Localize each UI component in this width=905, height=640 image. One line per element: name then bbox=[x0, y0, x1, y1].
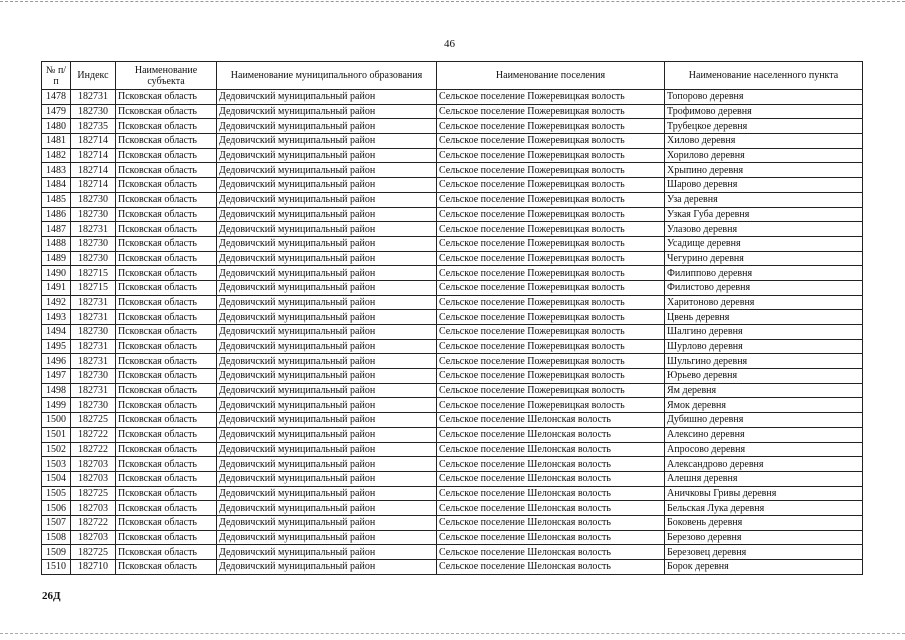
postal-index-cell: 182714 bbox=[71, 148, 116, 163]
subject-cell: Псковская область bbox=[116, 266, 217, 281]
municipality-cell: Дедовичский муниципальный район bbox=[217, 295, 437, 310]
municipality-cell: Дедовичский муниципальный район bbox=[217, 339, 437, 354]
locality-cell: Харитоново деревня bbox=[665, 295, 863, 310]
locality-cell: Филистово деревня bbox=[665, 280, 863, 295]
table-row bbox=[42, 310, 863, 325]
postal-index-cell: 182722 bbox=[71, 427, 116, 442]
subject-cell: Псковская область bbox=[116, 560, 217, 575]
table-row bbox=[42, 280, 863, 295]
settlement-cell: Сельское поселение Пожеревицкая волость bbox=[437, 339, 665, 354]
row-number-cell: 1497 bbox=[42, 369, 71, 384]
postal-index-cell: 182725 bbox=[71, 413, 116, 428]
municipality-cell: Дедовичский муниципальный район bbox=[217, 134, 437, 149]
row-number-cell: 1500 bbox=[42, 413, 71, 428]
subject-cell: Псковская область bbox=[116, 383, 217, 398]
postal-index-cell: 182715 bbox=[71, 266, 116, 281]
row-number-cell: 1510 bbox=[42, 560, 71, 575]
header-municipality-name: Наименование муниципального образования bbox=[217, 62, 437, 90]
table-row bbox=[42, 295, 863, 310]
subject-cell: Псковская область bbox=[116, 427, 217, 442]
row-number-cell: 1504 bbox=[42, 471, 71, 486]
settlement-cell: Сельское поселение Шелонская волость bbox=[437, 457, 665, 472]
municipality-cell: Дедовичский муниципальный район bbox=[217, 427, 437, 442]
municipality-cell: Дедовичский муниципальный район bbox=[217, 222, 437, 237]
subject-cell: Псковская область bbox=[116, 148, 217, 163]
municipality-cell: Дедовичский муниципальный район bbox=[217, 413, 437, 428]
locality-cell: Бельская Лука деревня bbox=[665, 501, 863, 516]
row-number-cell: 1489 bbox=[42, 251, 71, 266]
settlement-cell: Сельское поселение Шелонская волость bbox=[437, 515, 665, 530]
table-row bbox=[42, 104, 863, 119]
table-row bbox=[42, 486, 863, 501]
subject-cell: Псковская область bbox=[116, 501, 217, 516]
subject-cell: Псковская область bbox=[116, 192, 217, 207]
table-header bbox=[42, 62, 863, 90]
header-subject-name: Наименование субъекта bbox=[116, 62, 217, 90]
settlement-cell: Сельское поселение Пожеревицкая волость bbox=[437, 398, 665, 413]
locality-cell: Шалгино деревня bbox=[665, 325, 863, 340]
locality-cell: Трубецкое деревня bbox=[665, 119, 863, 134]
locality-cell: Алешня деревня bbox=[665, 471, 863, 486]
table-row bbox=[42, 251, 863, 266]
row-number-cell: 1507 bbox=[42, 515, 71, 530]
settlement-cell: Сельское поселение Пожеревицкая волость bbox=[437, 163, 665, 178]
subject-cell: Псковская область bbox=[116, 398, 217, 413]
table-row bbox=[42, 545, 863, 560]
table-row bbox=[42, 325, 863, 340]
locality-cell: Трофимово деревня bbox=[665, 104, 863, 119]
postal-index-cell: 182730 bbox=[71, 251, 116, 266]
subject-cell: Псковская область bbox=[116, 295, 217, 310]
row-number-cell: 1483 bbox=[42, 163, 71, 178]
municipality-cell: Дедовичский муниципальный район bbox=[217, 398, 437, 413]
subject-cell: Псковская область bbox=[116, 442, 217, 457]
row-number-cell: 1490 bbox=[42, 266, 71, 281]
row-number-cell: 1480 bbox=[42, 119, 71, 134]
row-number-cell: 1494 bbox=[42, 325, 71, 340]
subject-cell: Псковская область bbox=[116, 457, 217, 472]
postal-index-cell: 182731 bbox=[71, 90, 116, 105]
table-row bbox=[42, 222, 863, 237]
settlement-cell: Сельское поселение Шелонская волость bbox=[437, 530, 665, 545]
row-number-cell: 1495 bbox=[42, 339, 71, 354]
row-number-cell: 1499 bbox=[42, 398, 71, 413]
table-row bbox=[42, 442, 863, 457]
locality-cell: Филиппово деревня bbox=[665, 266, 863, 281]
municipality-cell: Дедовичский муниципальный район bbox=[217, 104, 437, 119]
page-number bbox=[0, 38, 905, 50]
municipality-cell: Дедовичский муниципальный район bbox=[217, 251, 437, 266]
table-row bbox=[42, 148, 863, 163]
locality-cell: Шарово деревня bbox=[665, 178, 863, 193]
locality-cell: Аничковы Гривы деревня bbox=[665, 486, 863, 501]
municipality-cell: Дедовичский муниципальный район bbox=[217, 178, 437, 193]
settlement-cell: Сельское поселение Пожеревицкая волость bbox=[437, 90, 665, 105]
settlement-cell: Сельское поселение Пожеревицкая волость bbox=[437, 266, 665, 281]
settlement-cell: Сельское поселение Шелонская волость bbox=[437, 427, 665, 442]
municipality-cell: Дедовичский муниципальный район bbox=[217, 325, 437, 340]
settlement-cell: Сельское поселение Пожеревицкая волость bbox=[437, 148, 665, 163]
settlement-cell: Сельское поселение Пожеревицкая волость bbox=[437, 280, 665, 295]
row-number-cell: 1486 bbox=[42, 207, 71, 222]
header-locality-name: Наименование населенного пункта bbox=[665, 62, 863, 90]
postal-index-cell: 182731 bbox=[71, 222, 116, 237]
subject-cell: Псковская область bbox=[116, 119, 217, 134]
settlement-cell: Сельское поселение Пожеревицкая волость bbox=[437, 178, 665, 193]
municipality-cell: Дедовичский муниципальный район bbox=[217, 280, 437, 295]
settlement-cell: Сельское поселение Шелонская волость bbox=[437, 413, 665, 428]
settlement-cell: Сельское поселение Шелонская волость bbox=[437, 486, 665, 501]
locality-cell: Чегурино деревня bbox=[665, 251, 863, 266]
settlement-cell: Сельское поселение Пожеревицкая волость bbox=[437, 104, 665, 119]
locality-cell: Боковень деревня bbox=[665, 515, 863, 530]
postal-index-cell: 182730 bbox=[71, 192, 116, 207]
municipality-cell: Дедовичский муниципальный район bbox=[217, 354, 437, 369]
municipality-cell: Дедовичский муниципальный район bbox=[217, 163, 437, 178]
subject-cell: Псковская область bbox=[116, 310, 217, 325]
bottom-edge-rule bbox=[0, 633, 905, 634]
postal-index-cell: 182730 bbox=[71, 207, 116, 222]
table-row bbox=[42, 501, 863, 516]
table-row bbox=[42, 457, 863, 472]
postal-index-cell: 182703 bbox=[71, 501, 116, 516]
postal-index-cell: 182710 bbox=[71, 560, 116, 575]
subject-cell: Псковская область bbox=[116, 163, 217, 178]
row-number-cell: 1498 bbox=[42, 383, 71, 398]
row-number-cell: 1478 bbox=[42, 90, 71, 105]
municipality-cell: Дедовичский муниципальный район bbox=[217, 207, 437, 222]
subject-cell: Псковская область bbox=[116, 178, 217, 193]
locality-cell: Уза деревня bbox=[665, 192, 863, 207]
postal-index-cell: 182731 bbox=[71, 354, 116, 369]
postal-index-cell: 182725 bbox=[71, 486, 116, 501]
postal-index-cell: 182735 bbox=[71, 119, 116, 134]
table-row bbox=[42, 266, 863, 281]
municipality-cell: Дедовичский муниципальный район bbox=[217, 266, 437, 281]
postal-index-cell: 182731 bbox=[71, 339, 116, 354]
settlement-cell: Сельское поселение Пожеревицкая волость bbox=[437, 222, 665, 237]
postal-index-cell: 182730 bbox=[71, 398, 116, 413]
settlement-cell: Сельское поселение Пожеревицкая волость bbox=[437, 119, 665, 134]
table-row bbox=[42, 90, 863, 105]
settlement-cell: Сельское поселение Пожеревицкая волость bbox=[437, 369, 665, 384]
municipality-cell: Дедовичский муниципальный район bbox=[217, 442, 437, 457]
locality-cell: Усадище деревня bbox=[665, 236, 863, 251]
table-row bbox=[42, 236, 863, 251]
postal-index-cell: 182703 bbox=[71, 471, 116, 486]
settlement-cell: Сельское поселение Шелонская волость bbox=[437, 560, 665, 575]
row-number-cell: 1508 bbox=[42, 530, 71, 545]
subject-cell: Псковская область bbox=[116, 325, 217, 340]
settlement-cell: Сельское поселение Пожеревицкая волость bbox=[437, 134, 665, 149]
table-row bbox=[42, 383, 863, 398]
postal-index-cell: 182731 bbox=[71, 295, 116, 310]
subject-cell: Псковская область bbox=[116, 545, 217, 560]
subject-cell: Псковская область bbox=[116, 236, 217, 251]
header-postal-index: Индекс bbox=[71, 62, 116, 90]
row-number-cell: 1502 bbox=[42, 442, 71, 457]
subject-cell: Псковская область bbox=[116, 486, 217, 501]
table-row bbox=[42, 339, 863, 354]
header-row-number: № п/п bbox=[42, 62, 71, 90]
settlement-cell: Сельское поселение Пожеревицкая волость bbox=[437, 236, 665, 251]
table-row bbox=[42, 560, 863, 575]
locality-cell: Узкая Губа деревня bbox=[665, 207, 863, 222]
subject-cell: Псковская область bbox=[116, 413, 217, 428]
header-row bbox=[42, 62, 863, 90]
table-row bbox=[42, 119, 863, 134]
subject-cell: Псковская область bbox=[116, 90, 217, 105]
row-number-cell: 1484 bbox=[42, 178, 71, 193]
settlement-cell: Сельское поселение Пожеревицкая волость bbox=[437, 325, 665, 340]
municipality-cell: Дедовичский муниципальный район bbox=[217, 486, 437, 501]
locality-cell: Борок деревня bbox=[665, 560, 863, 575]
postal-index-cell: 182725 bbox=[71, 545, 116, 560]
subject-cell: Псковская область bbox=[116, 207, 217, 222]
municipality-cell: Дедовичский муниципальный район bbox=[217, 236, 437, 251]
locality-cell: Березово деревня bbox=[665, 530, 863, 545]
table-row bbox=[42, 413, 863, 428]
row-number-cell: 1503 bbox=[42, 457, 71, 472]
table-row bbox=[42, 369, 863, 384]
postal-index-cell: 182722 bbox=[71, 442, 116, 457]
settlement-cell: Сельское поселение Шелонская волость bbox=[437, 471, 665, 486]
postal-index-cell: 182715 bbox=[71, 280, 116, 295]
municipality-cell: Дедовичский муниципальный район bbox=[217, 119, 437, 134]
municipality-cell: Дедовичский муниципальный район bbox=[217, 148, 437, 163]
municipality-cell: Дедовичский муниципальный район bbox=[217, 515, 437, 530]
table-row bbox=[42, 354, 863, 369]
locality-cell: Хрыпино деревня bbox=[665, 163, 863, 178]
municipality-cell: Дедовичский муниципальный район bbox=[217, 369, 437, 384]
table-row bbox=[42, 530, 863, 545]
row-number-cell: 1506 bbox=[42, 501, 71, 516]
subject-cell: Псковская область bbox=[116, 515, 217, 530]
subject-cell: Псковская область bbox=[116, 280, 217, 295]
locality-cell: Ямок деревня bbox=[665, 398, 863, 413]
locality-cell: Юрьево деревня bbox=[665, 369, 863, 384]
locality-cell: Шурлово деревня bbox=[665, 339, 863, 354]
postal-index-cell: 182714 bbox=[71, 178, 116, 193]
locality-cell: Цвень деревня bbox=[665, 310, 863, 325]
municipality-cell: Дедовичский муниципальный район bbox=[217, 457, 437, 472]
settlement-cell: Сельское поселение Пожеревицкая волость bbox=[437, 383, 665, 398]
row-number-cell: 1491 bbox=[42, 280, 71, 295]
municipality-cell: Дедовичский муниципальный район bbox=[217, 90, 437, 105]
top-edge-rule bbox=[0, 1, 905, 2]
row-number-cell: 1485 bbox=[42, 192, 71, 207]
locality-cell: Хорилово деревня bbox=[665, 148, 863, 163]
footer-code: 26Д bbox=[42, 590, 61, 602]
row-number-cell: 1501 bbox=[42, 427, 71, 442]
postal-index-cell: 182730 bbox=[71, 369, 116, 384]
locality-cell: Хилово деревня bbox=[665, 134, 863, 149]
postal-index-cell: 182722 bbox=[71, 515, 116, 530]
subject-cell: Псковская область bbox=[116, 339, 217, 354]
locality-cell: Улазово деревня bbox=[665, 222, 863, 237]
municipality-cell: Дедовичский муниципальный район bbox=[217, 501, 437, 516]
table-row bbox=[42, 427, 863, 442]
locality-cell: Топорово деревня bbox=[665, 90, 863, 105]
municipality-cell: Дедовичский муниципальный район bbox=[217, 310, 437, 325]
settlement-cell: Сельское поселение Пожеревицкая волость bbox=[437, 251, 665, 266]
subject-cell: Псковская область bbox=[116, 369, 217, 384]
subject-cell: Псковская область bbox=[116, 354, 217, 369]
postal-index-cell: 182703 bbox=[71, 457, 116, 472]
table-row bbox=[42, 134, 863, 149]
row-number-cell: 1505 bbox=[42, 486, 71, 501]
table-row bbox=[42, 398, 863, 413]
postal-index-cell: 182714 bbox=[71, 134, 116, 149]
locality-cell: Александрово деревня bbox=[665, 457, 863, 472]
subject-cell: Псковская область bbox=[116, 134, 217, 149]
row-number-cell: 1479 bbox=[42, 104, 71, 119]
row-number-cell: 1487 bbox=[42, 222, 71, 237]
row-number-cell: 1496 bbox=[42, 354, 71, 369]
settlement-cell: Сельское поселение Пожеревицкая волость bbox=[437, 310, 665, 325]
municipality-cell: Дедовичский муниципальный район bbox=[217, 383, 437, 398]
locality-cell: Дубишно деревня bbox=[665, 413, 863, 428]
postal-index-cell: 182731 bbox=[71, 383, 116, 398]
settlement-cell: Сельское поселение Шелонская волость bbox=[437, 501, 665, 516]
subject-cell: Псковская область bbox=[116, 222, 217, 237]
postal-index-cell: 182731 bbox=[71, 310, 116, 325]
table-row bbox=[42, 515, 863, 530]
postal-index-cell: 182730 bbox=[71, 236, 116, 251]
settlement-cell: Сельское поселение Пожеревицкая волость bbox=[437, 295, 665, 310]
postal-index-cell: 182703 bbox=[71, 530, 116, 545]
settlement-cell: Сельское поселение Шелонская волость bbox=[437, 545, 665, 560]
page-number-text: 46 bbox=[444, 38, 455, 50]
header-settlement-name: Наименование поселения bbox=[437, 62, 665, 90]
subject-cell: Псковская область bbox=[116, 104, 217, 119]
municipality-cell: Дедовичский муниципальный район bbox=[217, 545, 437, 560]
table-row bbox=[42, 207, 863, 222]
table-row bbox=[42, 192, 863, 207]
postal-index-cell: 182730 bbox=[71, 325, 116, 340]
table-row bbox=[42, 163, 863, 178]
municipality-cell: Дедовичский муниципальный район bbox=[217, 192, 437, 207]
postal-index-cell: 182714 bbox=[71, 163, 116, 178]
table-row bbox=[42, 471, 863, 486]
settlements-table bbox=[41, 61, 863, 575]
municipality-cell: Дедовичский муниципальный район bbox=[217, 560, 437, 575]
row-number-cell: 1492 bbox=[42, 295, 71, 310]
locality-cell: Апросово деревня bbox=[665, 442, 863, 457]
subject-cell: Псковская область bbox=[116, 471, 217, 486]
locality-cell: Березовец деревня bbox=[665, 545, 863, 560]
row-number-cell: 1481 bbox=[42, 134, 71, 149]
table-row bbox=[42, 178, 863, 193]
table-body bbox=[42, 90, 863, 575]
settlement-cell: Сельское поселение Пожеревицкая волость bbox=[437, 192, 665, 207]
subject-cell: Псковская область bbox=[116, 251, 217, 266]
locality-cell: Шульгино деревня bbox=[665, 354, 863, 369]
settlement-cell: Сельское поселение Шелонская волость bbox=[437, 442, 665, 457]
row-number-cell: 1488 bbox=[42, 236, 71, 251]
postal-index-cell: 182730 bbox=[71, 104, 116, 119]
municipality-cell: Дедовичский муниципальный район bbox=[217, 471, 437, 486]
settlement-cell: Сельское поселение Пожеревицкая волость bbox=[437, 354, 665, 369]
locality-cell: Ям деревня bbox=[665, 383, 863, 398]
municipality-cell: Дедовичский муниципальный район bbox=[217, 530, 437, 545]
row-number-cell: 1509 bbox=[42, 545, 71, 560]
subject-cell: Псковская область bbox=[116, 530, 217, 545]
settlement-cell: Сельское поселение Пожеревицкая волость bbox=[437, 207, 665, 222]
row-number-cell: 1482 bbox=[42, 148, 71, 163]
locality-cell: Алексино деревня bbox=[665, 427, 863, 442]
row-number-cell: 1493 bbox=[42, 310, 71, 325]
